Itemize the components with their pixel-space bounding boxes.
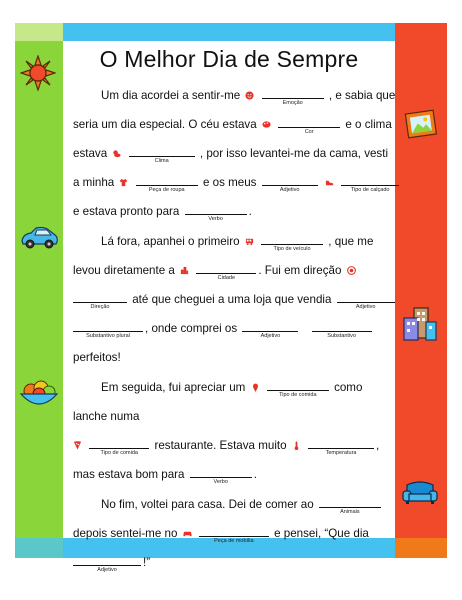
paragraph-3 xyxy=(73,373,397,489)
top-band-right xyxy=(395,23,447,41)
story-line: e estava pronto para Verbo . xyxy=(73,197,397,226)
blank-adjective[interactable]: Adjetivo xyxy=(242,318,298,332)
blank-city[interactable]: Cidade xyxy=(196,260,256,274)
sofa-icon xyxy=(401,479,439,507)
story-line: Tipo de comida restaurante. Estava muito Temperatura , xyxy=(73,431,397,460)
thermometer-icon xyxy=(292,441,301,450)
blank-plural-noun[interactable]: Substantivo plural xyxy=(73,318,143,332)
smiley-icon xyxy=(245,91,254,100)
story-line: Em seguida, fui apreciar um Tipo de comida como xyxy=(73,373,397,402)
blank-food-type[interactable]: Tipo de comida xyxy=(89,435,149,449)
story-line: seria um dia especial. O céu estava Cor e o clima xyxy=(73,110,397,139)
blank-adjective[interactable]: Adjetivo xyxy=(337,289,395,303)
pizza-icon xyxy=(73,441,82,450)
left-column xyxy=(15,41,63,538)
blank-adjective[interactable]: Adjetivo xyxy=(262,172,318,186)
story-content xyxy=(63,41,396,573)
blank-verb[interactable]: Verbo xyxy=(185,201,247,215)
blank-clothing[interactable]: Peça de roupa xyxy=(136,172,198,186)
story-line: No fim, voltei para casa. Dei de comer ao Animais xyxy=(73,490,397,519)
building-icon xyxy=(400,304,440,344)
weather-icon xyxy=(112,149,121,158)
blank-emotion[interactable]: Emoção xyxy=(262,85,324,99)
story-line: mas estava bom para Verbo . xyxy=(73,460,397,489)
fruit-bowl-icon xyxy=(19,380,59,410)
blank-adjective[interactable]: Adjetivo xyxy=(73,552,141,566)
blank-direction[interactable]: Direção xyxy=(73,289,127,303)
story-line: Direção até que cheguei a uma loja que vendia Adjetivo xyxy=(73,285,397,314)
blank-color[interactable]: Cor xyxy=(278,114,340,128)
blank-weather[interactable]: Clima xyxy=(129,143,195,157)
top-band-left xyxy=(15,23,63,41)
ice-cream-icon xyxy=(251,383,260,392)
compass-icon xyxy=(347,266,356,275)
blank-verb[interactable]: Verbo xyxy=(190,464,252,478)
bottom-band-left xyxy=(15,538,63,558)
story-line: Um dia acordei a sentir-me Emoção , e sabia que xyxy=(73,81,397,110)
page-frame xyxy=(15,23,447,573)
shoe-icon xyxy=(325,178,334,187)
shirt-icon xyxy=(119,178,128,187)
story-line: Lá fora, apanhei o primeiro Tipo de veículo , que me xyxy=(73,227,397,256)
paragraph-1 xyxy=(73,81,397,226)
paragraph-4 xyxy=(73,490,397,577)
blank-vehicle-type[interactable]: Tipo de veículo xyxy=(261,231,323,245)
story-line: Substantivo plural , onde comprei os Adjetivo Substantivo xyxy=(73,314,397,343)
blank-food-type[interactable]: Tipo de comida xyxy=(267,377,329,391)
blank-animals[interactable]: Animais xyxy=(319,494,381,508)
sofa-small-icon xyxy=(183,529,192,538)
city-icon xyxy=(180,266,189,275)
blank-temperature[interactable]: Temperatura xyxy=(308,435,374,449)
bus-icon xyxy=(245,237,254,246)
top-band-middle xyxy=(63,23,395,41)
story-line: depois sentei-me no Peça de mobília e pensei, “Que dia xyxy=(73,519,397,548)
story-line: lanche numa xyxy=(73,410,140,423)
blank-furniture[interactable]: Peça de mobília xyxy=(199,523,269,537)
page-title: O Melhor Dia de Sempre xyxy=(99,46,359,72)
story-line: estava Clima , por isso levantei-me da cama, vesti xyxy=(73,139,397,168)
palette-icon xyxy=(262,120,271,129)
story-line: Adjetivo !” xyxy=(73,548,397,577)
bottom-band-right xyxy=(395,538,447,558)
sun-icon xyxy=(20,55,56,91)
blank-shoe-type[interactable]: Tipo de calçado xyxy=(341,172,399,186)
story-line: a minha Peça de roupa e os meus Adjetivo Tipo de calçado xyxy=(73,168,397,197)
story-line: levou diretamente a Cidade . Fui em direção xyxy=(73,256,397,285)
picture-frame-icon xyxy=(404,109,438,141)
paragraph-2 xyxy=(73,227,397,372)
blank-noun[interactable]: Substantivo xyxy=(312,318,372,332)
car-icon xyxy=(19,225,59,251)
story-line: perfeitos! xyxy=(73,351,121,364)
